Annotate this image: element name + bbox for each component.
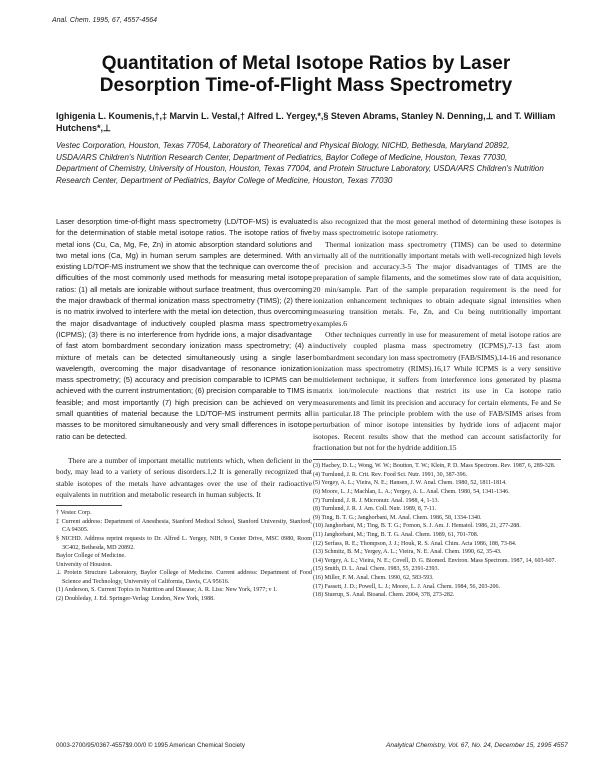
reference-item: (17) Fassett, J. D.; Powell, L. J.; Moore, L. J. Anal. Chem. 1984, 56, 203-206.	[313, 583, 500, 590]
reference-item: (5) Yergey, A. L.; Vieira, N. E.; Hansen, J. W. Anal. Chem. 1980, 52, 1811-1814.	[313, 480, 507, 487]
reference-item: (11) Janghorbani, M.; Ting, B. T. G. Anal. Chem. 1989, 61, 701-708.	[313, 531, 479, 538]
footnote-list	[56, 509, 312, 604]
footnote: ‡ Current address: Department of Anesthesia, Stanford Medical School, Stanford University, Stanford, CA 94305.	[56, 518, 312, 534]
copyright-line: 0003-2700/95/0367-4557$9.00/0 © 1995 American Chemical Society	[56, 742, 245, 749]
reference-item: (14) Yergey, A. L.; Vieira, N. E.; Covell, D. G. Biomed. Environ. Mass Spectrom. 1987, 14, 603-607.	[313, 557, 557, 564]
body-paragraph: Thermal ionization mass spectrometry (TIMS) can be used to determine virtually all of the nutritionally important metals with well-recognized high levels of precision and accuracy.3-5 The major disadvantages of TIMS are the preparation of sample filaments, and the sometimes slow rate of data acquisition, 20 min/sample. Part of the sample preparation requirement is the need for ionization enhancement techniques to obtain adequate signal intensities when measuring transition metals. Fe, Zn, and Cu being nutritionally important examples.6	[313, 239, 561, 328]
left-column	[56, 216, 312, 604]
body-paragraph: Other techniques currently in use for measurement of metal isotope ratios are inductively coupled plasma mass spectrometry (ICPMS),7-13 fast atom bombardment secondary ion mass spectrometry (FAB/SIMS),14-16 and resonance ionization mass spectrometry (RIMS).16,17 While ICPMS is a very sensitive multielement technique, it suffers from interference ions generated by plasma matrix ion/molecule reactions that restrict its use in Ca isotope ratio measurements and limit its precision and accuracy for certain elements, Fe and Se in particular.18 The principle problem with the use of FAB/SIMS arises from perturbation of minor isotope intensities by hydride ions of adjacent major isotopes. Recent results show that the method can account satisfactorily for fractionation but not for the hydride addition.15	[313, 329, 561, 452]
footnote: § NICHD. Address reprint requests to Dr. Alfred L. Yergey, NIH, 9 Center Drive, MSC 0980, Room 3C402, Bethesda, MD 20892.	[56, 535, 312, 551]
footnote: ⊥ Protein Structure Laboratory, Baylor College of Medicine. Current address: Department of Food Science and Technology, University of California, Davis, CA 95616.	[56, 570, 312, 585]
footnote: Baylor College of Medicine.	[56, 553, 126, 560]
journal-header: Anal. Chem. 1995, 67, 4557-4564	[52, 17, 158, 24]
abstract: Laser desorption time-of-flight mass spectrometry (LD/TOF-MS) is evaluated for the determination of stable metal isotope ratios. The isotope ratios of five metal ions (Cu, Ca, Mg, Fe, Zn) in atomic absorption standard solutions and two metal ions (Ca, Mg) in human serum samples are determined. With an existing LD/TOF-MS instrument we show that the technique can overcome the difficulties of the most commonly used methods for measuring metal isotope ratios: (1) all metals are ionizable without surface treatment, thus overcoming the major drawback of thermal ionization mass spectrometry (TIMS); (2) there is no matrix involved to interfere with the metal ion detection, thus overcoming the major disadvantage of inductively coupled plasma mass spectrometry (ICPMS); (3) there is no interference from hydride ions, a major disadvantage of fast atom bombardment secondary ionization mass spectrometry; (4) a mixture of metals can be detected simultaneously using a single laser wavelength, overcoming the major disadvantage of resonance ionization mass spectrometry; (5) accuracy and precision comparable to ICPMS can be achieved with the current instrumentation; (6) precision comparable to TIMS is feasible; and most importantly (7) high precision can be achieved on very small quantities of material because the LD/TOF-MS instrument permits all masses to be monitored simultaneously and very small differences in isotope ratio can be detected.	[56, 217, 312, 441]
reference-item: (12) Serfass, R. E.; Thompson, J. J.; Houk, R. S. Anal. Chim. Acta 1986, 188, 73-84.	[313, 540, 517, 547]
right-column	[313, 216, 561, 600]
reference-item: (18) Stuerup, S. Anal. Bioanal. Chem. 2004, 378, 273-282.	[313, 592, 455, 599]
body-paragraph: is also recognized that the most general method of determining these isotopes is by mass spectrometric isotope ratiometry.	[313, 217, 561, 238]
author-list: Ighigenia L. Koumenis,†,‡ Marvin L. Vestal,† Alfred L. Yergey,*,§ Steven Abrams, Stanley N. Denning,⊥ and T. William Hutchens*,⊥	[56, 111, 556, 133]
reference-item: (6) Moore, L. J.; Machlan, L. A.; Yergey, A. L. Anal. Chem. 1980, 54, 1341-1346.	[313, 489, 510, 496]
footnote: (1) Anderson, S. Current Topics in Nutrition and Disease; A. R. Liss: New York, 1977; v 1.	[56, 587, 278, 594]
paper-title: Quantitation of Metal Isotope Ratios by Laser Desorption Time-of-Flight Mass Spectrometry	[99, 53, 513, 96]
reference-item: (16) Miller, F. M. Anal. Chem. 1990, 62, 583-593.	[313, 574, 434, 581]
intro-paragraph: There are a number of important metallic nutrients which, when deficient in the body, may lead to a variety of serious disorders.1,2 It is generally recognized that stable isotopes of the metals have advantages over the use of their radioactive equivalents in nutrition and metabolic research in human subjects. It	[56, 455, 312, 499]
reference-item: (3) Hachey, D. L.; Wong, W. W.; Boutton, T. W.; Klein, P. D. Mass Spectrom. Rev. 1987, 6, 289-328.	[313, 463, 556, 470]
footnote: University of Houston.	[56, 561, 113, 568]
affiliations: Vestec Corporation, Houston, Texas 77054, Laboratory of Theoretical and Physical Biology, NICHD, Bethesda, Maryland 20892, USDA/ARS Children's Nutrition Research Center, Department of Pediatrics, Baylor College of Medicine, Houston, Texas 77030, Department of Chemistry, University of Houston, Houston, Texas 77004, and Protein Structure Laboratory, USDA/ARS Children's Nutrition Research Center, Department of Pediatrics, Baylor College of Medicine, Houston, Texas 77030	[56, 141, 544, 185]
footnote-divider	[56, 505, 122, 506]
footnote: (2) Doubleday, J. Ed. Springer-Verlag: London, New York, 1988.	[56, 596, 215, 603]
reference-item: (4) Turnlund, J. R. Crit. Rev. Food Sci. Nutr. 1991, 30, 387-396.	[313, 471, 468, 478]
reference-item: (8) Turnlund, J. R. J. Am. Coll. Nutr. 1989, 8, 7-11.	[313, 506, 437, 513]
reference-item: (13) Schmitz, B. M.; Yergey, A. L.; Vieira, N. E. Anal. Chem. 1990, 62, 35-43.	[313, 549, 502, 556]
journal-footer: Analytical Chemistry, Vol. 67, No. 24, December 15, 1995 4557	[386, 742, 568, 749]
reference-item: (9) Ting, B. T. G.; Janghorbani, M. Anal. Chem. 1986, 58, 1334-1340.	[313, 514, 482, 521]
reference-item: (15) Smith, D. L. Anal. Chem. 1983, 55, 2391-2393.	[313, 566, 439, 573]
reference-list	[313, 459, 561, 600]
reference-item: (10) Janghorbani, M.; Ting, B. T. G.; Fomon, S. J. Am. J. Hematol. 1986, 21, 277-288.	[313, 523, 521, 530]
reference-item: (7) Turnlund, J. R. J. Micronutr. Anal. 1988, 4, 1-13.	[313, 497, 440, 504]
footnote: † Vestec Corp.	[56, 510, 92, 517]
